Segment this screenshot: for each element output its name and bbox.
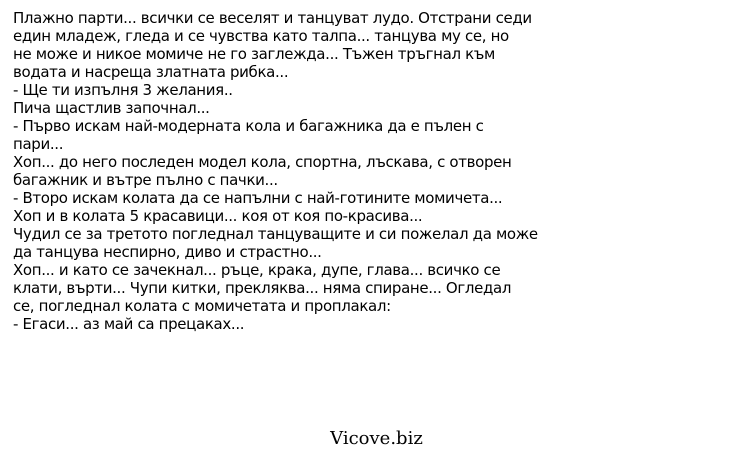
joke-line: пари... [13,135,64,153]
site-watermark: Vicove.biz [330,428,423,449]
joke-line: водата и насреща златната рибка... [13,63,289,81]
joke-line: не може и никое момиче не го заглежда... Тъжен тръгнал към [13,45,496,63]
joke-line: Чудил се за третото погледнал танцуващите и си пожелал да може [13,225,538,243]
joke-line: - Ще ти изпълня 3 желания.. [13,81,233,99]
joke-text [13,9,748,333]
joke-line: се, погледнал колата с момичетата и проплакал: [13,297,391,315]
joke-line: багажник и вътре пълно с пачки... [13,171,278,189]
joke-line: Хоп... и като се зачекнал... ръце, крака, дупе, глава... всичко се [13,261,501,279]
joke-line: Плажно парти... всички се веселят и танцуват лудо. Отстрани седи [13,9,532,27]
joke-line: Пича щастлив започнал... [13,99,210,117]
joke-line: клати, върти... Чупи китки, прекляква... няма спиране... Огледал [13,279,512,297]
joke-line: - Второ искам колата да се напълни с най-готините момичета... [13,189,503,207]
joke-line: Хоп... до него последен модел кола, спортна, лъскава, с отворен [13,153,512,171]
joke-line: Хоп и в колата 5 красавици... коя от коя по-красива... [13,207,423,225]
joke-line: да танцува неспирно, диво и страстно... [13,243,322,261]
joke-line: - Първо искам най-модерната кола и багажника да е пълен с [13,117,484,135]
joke-line: - Егаси... аз май са прецаках... [13,315,245,333]
joke-line: един младеж, гледа и се чувства като талпа... танцува му се, но [13,27,509,45]
